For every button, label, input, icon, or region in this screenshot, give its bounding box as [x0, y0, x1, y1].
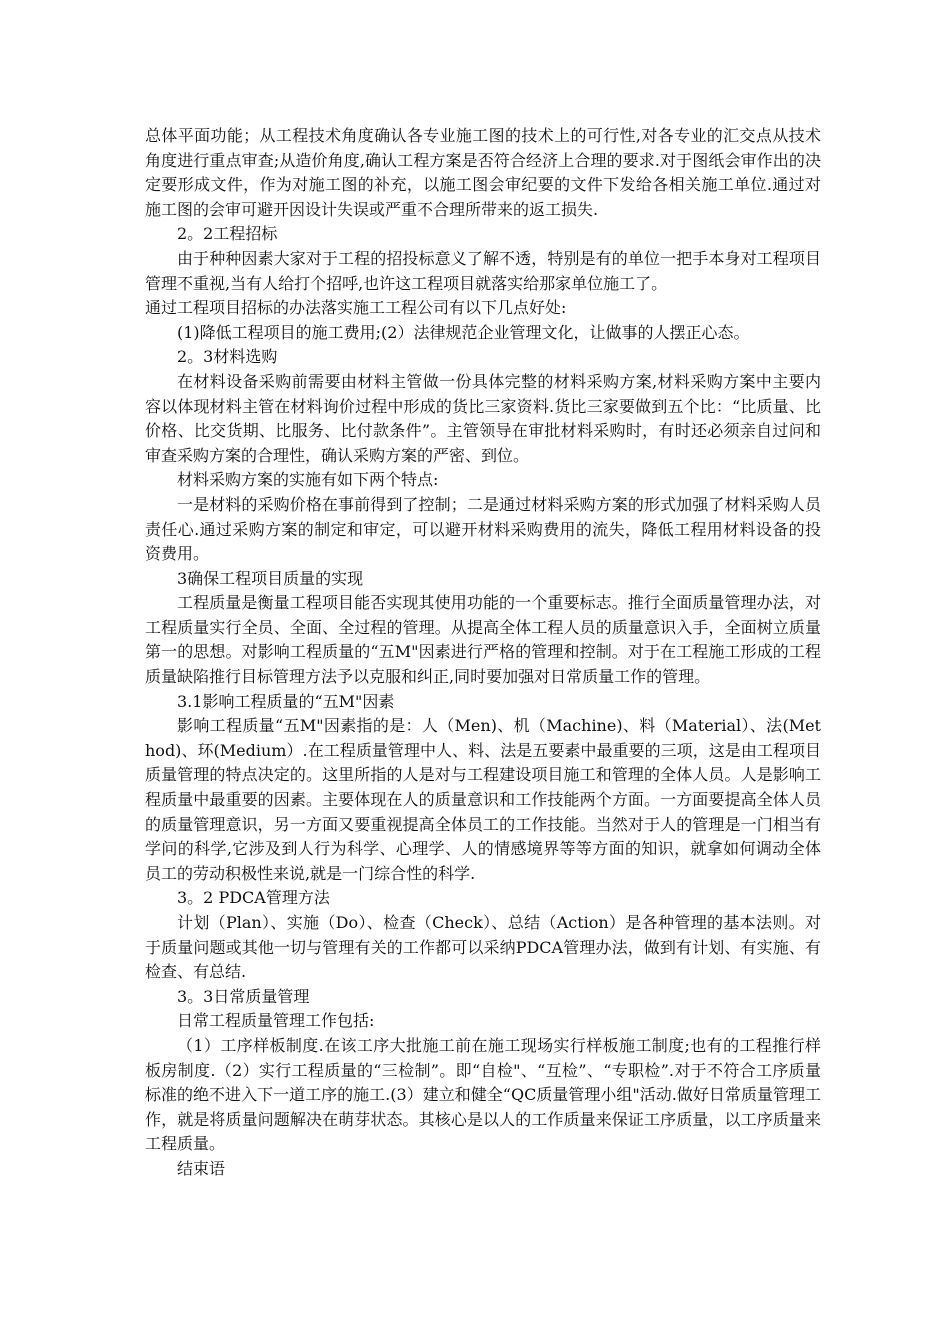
document-page — [145, 124, 821, 1182]
paragraph-bidding-issue: 由于种种因素大家对于工程的招投标意义了解不透，特别是有的单位一把手本身对工程项目管理不重视,当有人给打个招呼,也许这工程项目就落实给那家单位施工了。 — [145, 248, 821, 293]
paragraph-quality-overview: 工程质量是衡量工程项目能否实现其使用功能的一个重要标志。推行全面质量管理办法，对工程质量实行全员、全面、全过程的管理。从提高全体工程人员的质量意识入手，全面树立质量第一的思想。对影响工程质量的“五M"因素进行严格的管理和控制。对于在工程施工形成的工程质量缺陷推行目标管理方法予以克服和纠正,同时要加强对日常质量工作的管理。 — [145, 593, 821, 687]
paragraph-procurement-features: 一是材料的采购价格在事前得到了控制；二是通过材料采购方案的形式加强了材料采购人员责任心.通过采购方案的制定和审定，可以避开材料采购费用的流失，降低工程用材料设备的投资费用。 — [145, 494, 821, 564]
section-heading-3-2: 3。2 PDCA管理方法 — [177, 888, 330, 908]
section-heading-conclusion: 结束语 — [177, 1158, 226, 1178]
paragraph-bidding-benefits: (1)降低工程项目的施工费用;(2）法律规范企业管理文化，让做事的人摆正心态。 — [177, 322, 750, 342]
section-heading-3: 3确保工程项目质量的实现 — [177, 568, 364, 588]
section-heading-3-3: 3。3日常质量管理 — [177, 986, 310, 1006]
paragraph-bidding-benefits-intro: 通过工程项目招标的办法落实施工工程公司有以下几点好处: — [145, 298, 567, 318]
section-heading-2-3: 2。3材料选购 — [177, 347, 278, 367]
paragraph-daily-quality-intro: 日常工程质量管理工作包括: — [177, 1011, 375, 1031]
paragraph-procurement-plan: 在材料设备采购前需要由材料主管做一份具体完整的材料采购方案,材料采购方案中主要内容以体现材料主管在材料询价过程中形成的货比三家资料.货比三家要做到五个比：“比质量、比价格、比交货期、比服务、比付款条件”。主管领导在审批材料采购时，有时还必须亲自过问和审查采购方案的合理性，确认采购方案的严密、到位。 — [145, 371, 821, 465]
paragraph-five-m-factors: 影响工程质量“五M"因素指的是：人（Men)、机（Machine)、料（Material）、法(Method)、环(Medium）.在工程质量管理中人、料、法是五要素中最重要的三项，这是由工程项目质量管理的特点决定的。这里所指的人是对与工程建设项目施工和管理的全体人员。人是影响工程质量中最重要的因素。主要体现在人的质量意识和工作技能两个方面。一方面要提高全体人员的质量管理意识，另一方面又要重视提高全体员工的工作技能。当然对于人的管理是一门相当有学问的科学,它涉及到人行为科学、心理学、人的情感境界等等方面的知识，就拿如何调动全体员工的劳动积极性来说,就是一门综合性的科学. — [145, 716, 821, 883]
paragraph-daily-quality-items: （1）工序样板制度.在该工序大批施工前在施工现场实行样板施工制度;也有的工程推行样板房制度.（2）实行工程质量的“三检制”。即“自检"、“互检”、“专职检”.对于不符合工序质量标准的绝不进入下一道工序的施工.(3）建立和健全“QC质量管理小组"活动.做好日常质量管理工作，就是将质量问题解决在萌芽状态。其核心是以人的工作质量来保证工序质量，以工序质量来工程质量。 — [145, 1035, 821, 1154]
paragraph-drawing-review-conclusion: 总体平面功能；从工程技术角度确认各专业施工图的技术上的可行性,对各专业的汇交点从技术角度进行重点审查;从造价角度,确认工程方案是否符合经济上合理的要求.对于图纸会审作出的决定要形成文件，作为对施工图的补充，以施工图会审纪要的文件下发给各相关施工单位.通过对施工图的会审可避开因设计失误或严重不合理所带来的返工损失. — [145, 126, 821, 219]
paragraph-procurement-features-intro: 材料采购方案的实施有如下两个特点: — [177, 470, 439, 490]
section-heading-3-1: 3.1影响工程质量的“五M"因素 — [177, 691, 395, 711]
paragraph-pdca: 计划（Plan）、实施（Do）、检查（Check）、总结（Action）是各种管理的基本法则。对于质量问题或其他一切与管理有关的工作都可以采纳PDCA管理办法，做到有计划、有实施、有检查、有总结. — [145, 913, 821, 982]
section-heading-2-2: 2。2工程招标 — [177, 224, 278, 244]
